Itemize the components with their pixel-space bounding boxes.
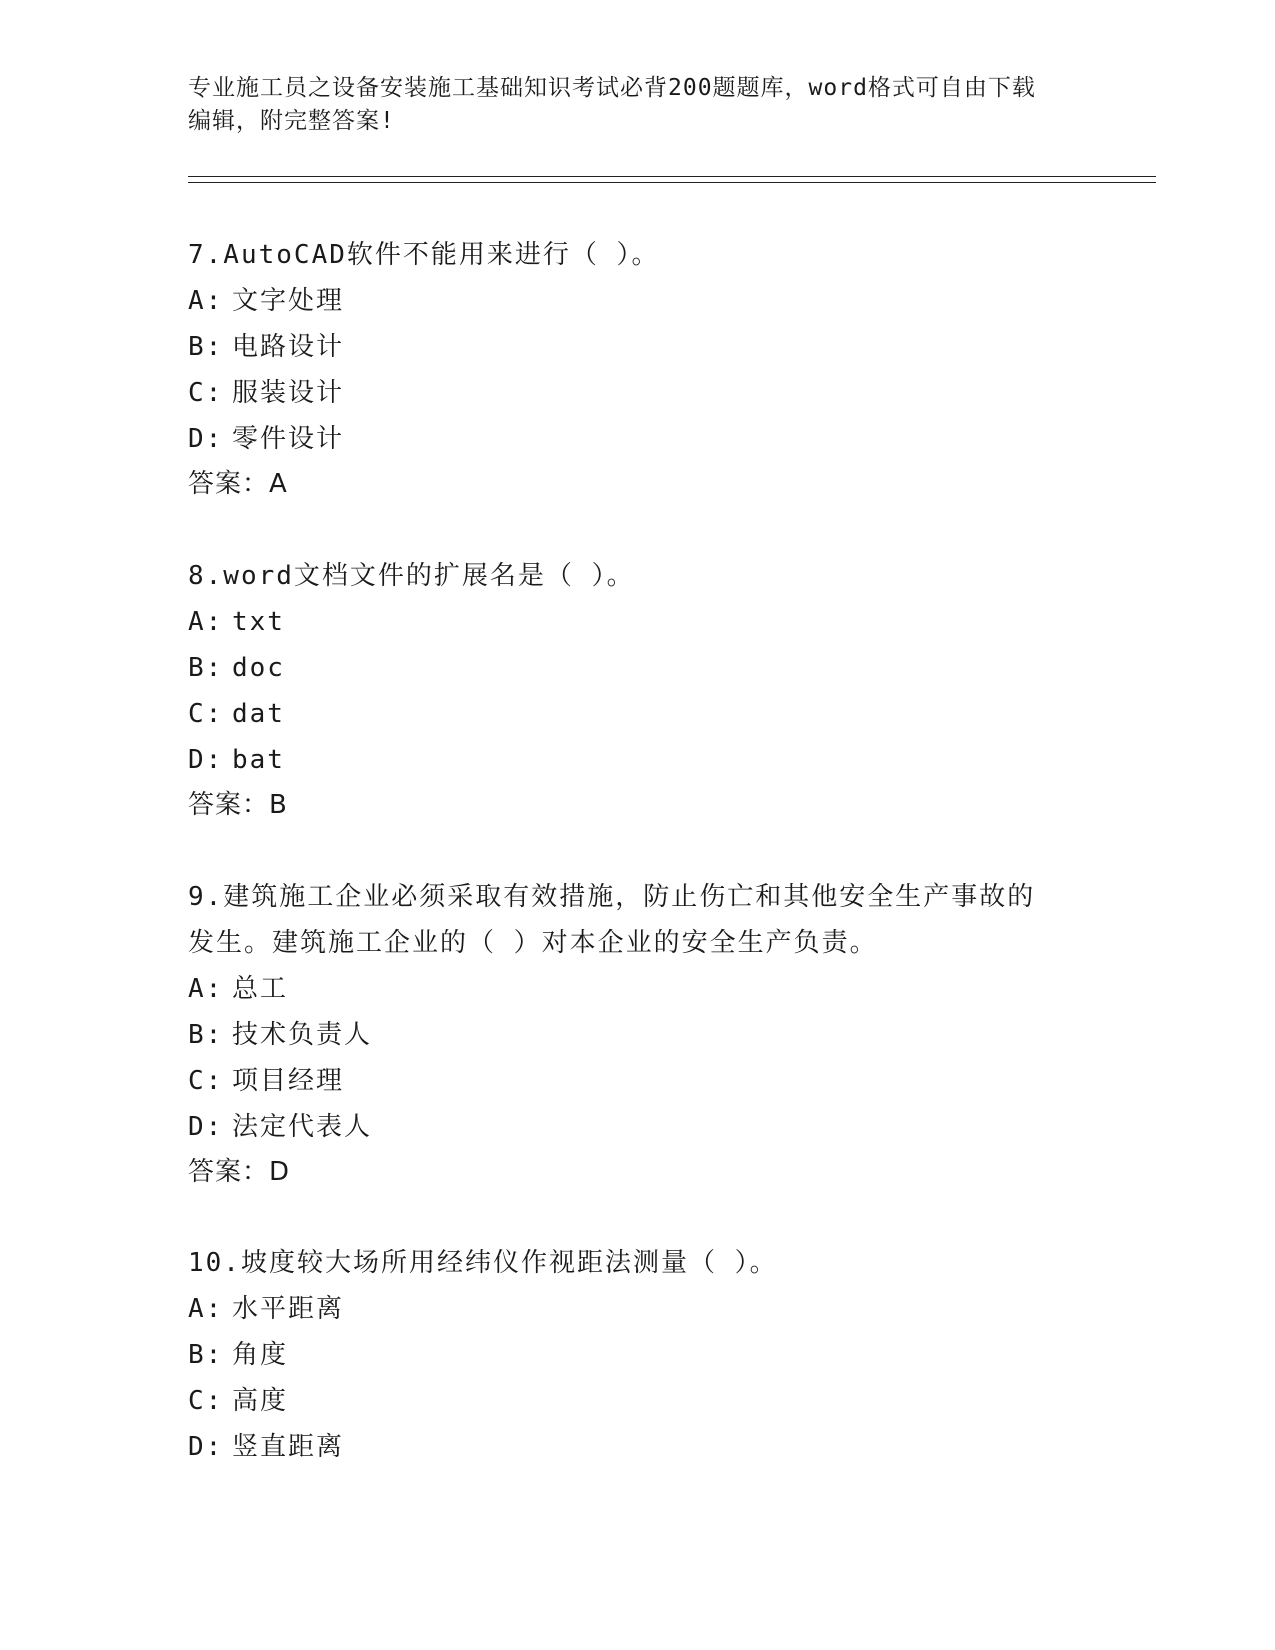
option-text: 高度	[232, 1386, 289, 1416]
option-a	[188, 1286, 1088, 1332]
option-b	[188, 324, 1088, 370]
option-letter: D:	[188, 1432, 224, 1462]
option-text: 技术负责人	[232, 1020, 373, 1050]
option-text: 水平距离	[232, 1294, 345, 1324]
option-c	[188, 1378, 1088, 1424]
option-letter: A:	[188, 974, 224, 1004]
option-text: 电路设计	[232, 332, 345, 362]
option-letter: D:	[188, 424, 224, 454]
header-divider-top	[188, 176, 1156, 177]
option-letter: A:	[188, 607, 224, 637]
option-c	[188, 1058, 1088, 1104]
question-8	[188, 553, 1088, 827]
option-a	[188, 599, 1088, 645]
document-header	[188, 72, 1088, 138]
header-line-2: 编辑，附完整答案!	[188, 108, 395, 134]
option-letter: C:	[188, 699, 224, 729]
option-text: doc	[232, 653, 285, 683]
question-stem: 10.坡度较大场所用经纬仪作视距法测量（ ）。	[188, 1248, 778, 1278]
option-text: bat	[232, 745, 285, 775]
answer-line: 答案：A	[188, 469, 288, 499]
option-text: 总工	[232, 974, 289, 1004]
option-text: dat	[232, 699, 285, 729]
option-d	[188, 1424, 1088, 1470]
option-text: 角度	[232, 1340, 289, 1370]
option-b	[188, 1012, 1088, 1058]
question-stem-line-1: 9.建筑施工企业必须采取有效措施，防止伤亡和其他安全生产事故的	[188, 882, 1036, 912]
question-stem: 8.word文档文件的扩展名是（ ）。	[188, 561, 635, 591]
option-letter: C:	[188, 1066, 224, 1096]
option-text: 零件设计	[232, 424, 345, 454]
question-7	[188, 232, 1088, 506]
option-letter: D:	[188, 745, 224, 775]
option-letter: B:	[188, 653, 224, 683]
answer-line: 答案：D	[188, 1157, 291, 1187]
option-letter: A:	[188, 286, 224, 316]
option-a	[188, 966, 1088, 1012]
answer-line: 答案：B	[188, 790, 288, 820]
option-text: 竖直距离	[232, 1432, 345, 1462]
option-text: 项目经理	[232, 1066, 345, 1096]
option-b	[188, 645, 1088, 691]
option-text: txt	[232, 607, 285, 637]
option-letter: B:	[188, 1020, 224, 1050]
option-a	[188, 278, 1088, 324]
option-letter: D:	[188, 1112, 224, 1142]
option-letter: B:	[188, 332, 224, 362]
option-d	[188, 1104, 1088, 1150]
question-10	[188, 1240, 1088, 1470]
option-d	[188, 737, 1088, 783]
option-letter: C:	[188, 1386, 224, 1416]
header-line-1: 专业施工员之设备安装施工基础知识考试必背200题题库，word格式可自由下载	[188, 75, 1036, 101]
question-stem: 7.AutoCAD软件不能用来进行（ ）。	[188, 240, 660, 270]
option-c	[188, 370, 1088, 416]
option-c	[188, 691, 1088, 737]
option-text: 服装设计	[232, 378, 345, 408]
option-text: 文字处理	[232, 286, 345, 316]
option-text: 法定代表人	[232, 1112, 373, 1142]
question-stem-line-2: 发生。建筑施工企业的（ ）对本企业的安全生产负责。	[188, 928, 878, 958]
option-letter: A:	[188, 1294, 224, 1324]
header-divider-bottom	[188, 182, 1156, 183]
option-b	[188, 1332, 1088, 1378]
question-9	[188, 874, 1088, 1194]
option-letter: B:	[188, 1340, 224, 1370]
option-d	[188, 416, 1088, 462]
option-letter: C:	[188, 378, 224, 408]
